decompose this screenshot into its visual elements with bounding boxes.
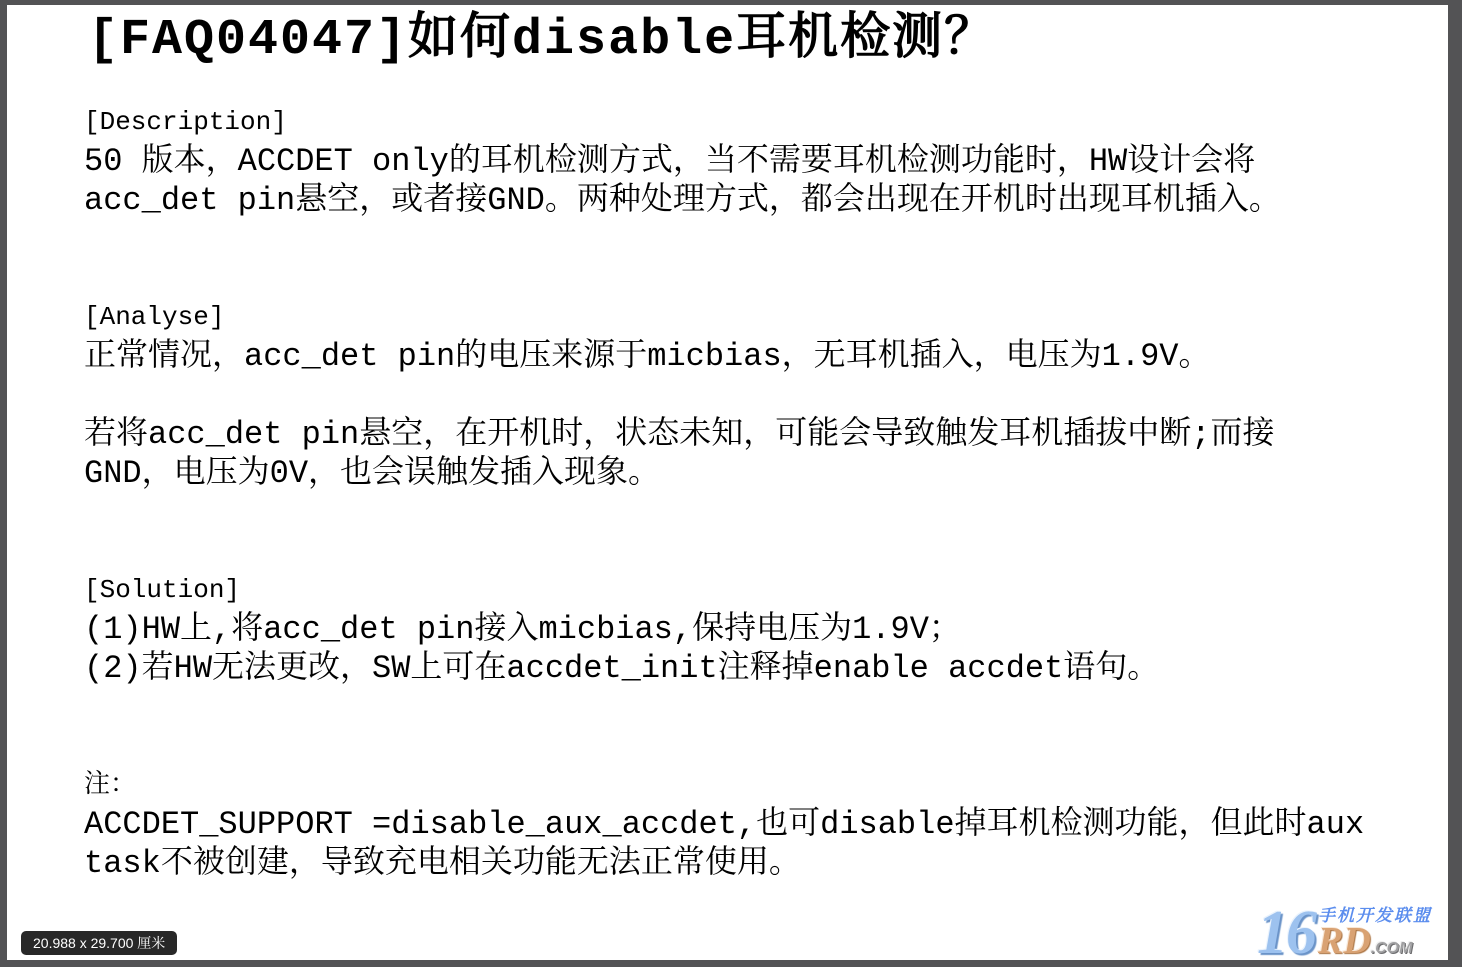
logo-letters: RD bbox=[1318, 920, 1371, 962]
document-page bbox=[7, 5, 1448, 967]
blank-line bbox=[84, 688, 1428, 727]
blank-line bbox=[84, 259, 1428, 298]
document-body bbox=[84, 103, 1428, 883]
document-title: [FAQ04047]如何disable耳机检测？ bbox=[88, 12, 997, 69]
section-label-note: 注： bbox=[84, 770, 137, 800]
doc-line: (1)HW上,将acc_det pin接入micbias,保持电压为1.9V； bbox=[84, 611, 961, 648]
blank-line bbox=[84, 220, 1428, 259]
logo-right-block bbox=[1318, 906, 1432, 962]
logo-slogan: 手机开发联盟 bbox=[1318, 906, 1432, 925]
section-label-solution: [Solution] bbox=[84, 575, 241, 605]
doc-line: task不被创建，导致充电相关功能无法正常使用。 bbox=[84, 845, 801, 882]
16rd-watermark-logo bbox=[1257, 899, 1432, 967]
doc-line: ACCDET_SUPPORT =disable_aux_accdet,也可disable掉耳机检测功能，但此时aux bbox=[84, 806, 1365, 843]
blank-line bbox=[84, 376, 1428, 415]
page-size-badge: 20.988 x 29.700 厘米 bbox=[21, 931, 177, 955]
blank-line bbox=[84, 727, 1428, 766]
section-label-analyse: [Analyse] bbox=[84, 302, 225, 332]
logo-domain-suffix: .COM bbox=[1370, 940, 1413, 957]
logo-domain-row bbox=[1318, 920, 1432, 962]
blank-line bbox=[84, 493, 1428, 532]
doc-line: (2)若HW无法更改，SW上可在accdet_init注释掉enable accdet语句。 bbox=[84, 650, 1160, 687]
logo-number: 16 bbox=[1257, 899, 1315, 967]
section-label-description: [Description] bbox=[84, 107, 287, 137]
doc-line: GND，电压为0V，也会误触发插入现象。 bbox=[84, 455, 661, 492]
doc-line: 50 版本，ACCDET only的耳机检测方式，当不需要耳机检测功能时，HW设计会将 bbox=[84, 143, 1256, 180]
doc-line: acc_det pin悬空，或者接GND。两种处理方式，都会出现在开机时出现耳机插入。 bbox=[84, 182, 1281, 219]
blank-line bbox=[84, 532, 1428, 571]
doc-line: 正常情况，acc_det pin的电压来源于micbias，无耳机插入，电压为1.9V。 bbox=[84, 338, 1211, 375]
doc-line: 若将acc_det pin悬空，在开机时，状态未知，可能会导致触发耳机插拔中断;而接 bbox=[84, 416, 1275, 453]
